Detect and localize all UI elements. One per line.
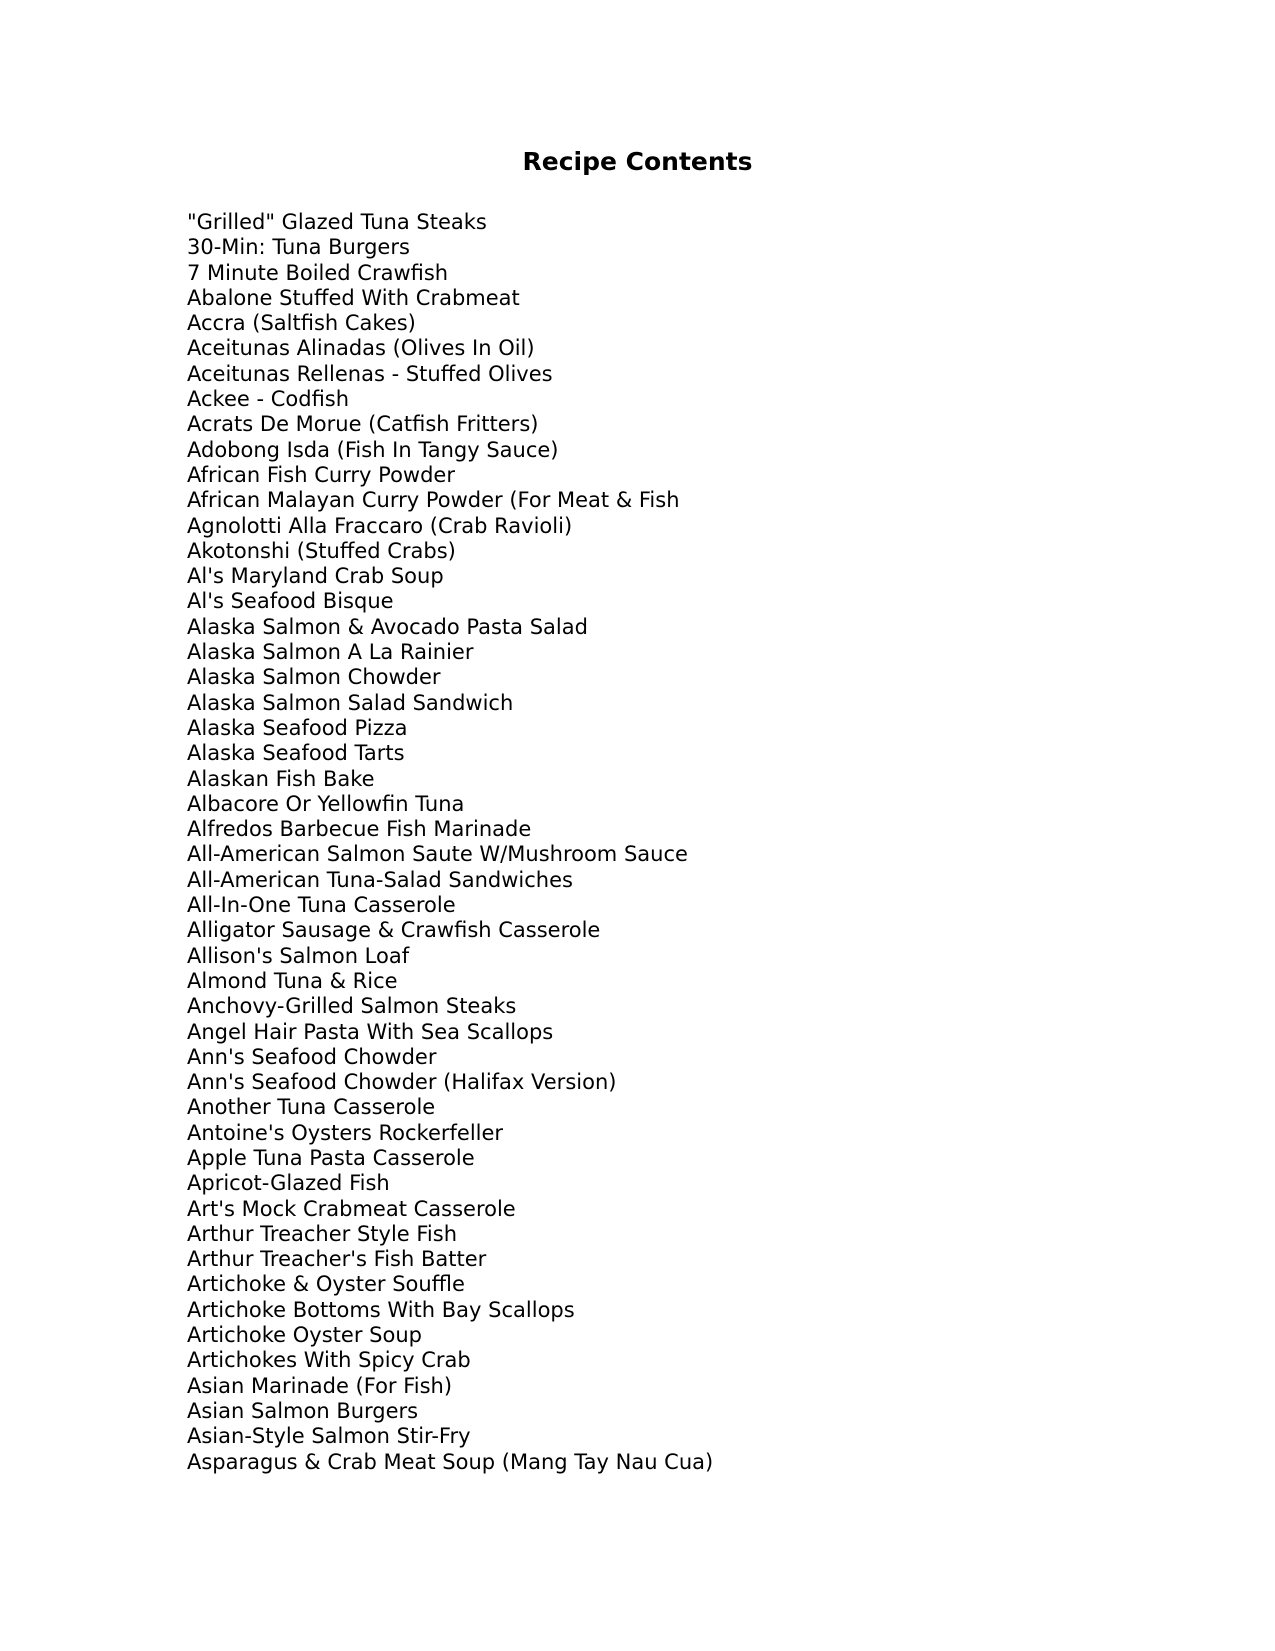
recipe-list-item: Agnolotti Alla Fraccaro (Crab Ravioli) <box>187 513 573 538</box>
recipe-list-item: Asian Salmon Burgers <box>187 1398 419 1423</box>
recipe-list-item: Asian-Style Salmon Stir-Fry <box>187 1424 471 1449</box>
recipe-list-item: Apricot-Glazed Fish <box>187 1171 390 1196</box>
recipe-list-item: Alfredos Barbecue Fish Marinade <box>187 817 532 842</box>
recipe-list-item: All-In-One Tuna Casserole <box>187 893 456 918</box>
recipe-list-item: Almond Tuna & Rice <box>187 968 398 993</box>
recipe-list-item: Alaska Salmon & Avocado Pasta Salad <box>187 614 588 639</box>
recipe-list-item: Aceitunas Alinadas (Olives In Oil) <box>187 336 535 361</box>
recipe-list-item: Akotonshi (Stuffed Crabs) <box>187 538 456 563</box>
recipe-list-item: Anchovy-Grilled Salmon Steaks <box>187 994 517 1019</box>
recipe-list-item: Aceitunas Rellenas - Stuffed Olives <box>187 361 553 386</box>
recipe-list-item: Accra (Saltfish Cakes) <box>187 311 416 336</box>
recipe-list-item: Alligator Sausage & Crawfish Casserole <box>187 918 601 943</box>
recipe-list-item: Artichoke Bottoms With Bay Scallops <box>187 1297 575 1322</box>
recipe-list-item: "Grilled" Glazed Tuna Steaks <box>187 210 487 234</box>
recipe-list-item: Artichoke & Oyster Souffle <box>187 1272 465 1297</box>
recipe-list-item: Asian Marinade (For Fish) <box>187 1373 453 1398</box>
recipe-list-item: Angel Hair Pasta With Sea Scallops <box>187 1019 554 1044</box>
recipe-list-item: Albacore Or Yellowfin Tuna <box>187 791 465 816</box>
recipe-list-item: Abalone Stuffed With Crabmeat <box>187 285 520 310</box>
recipe-list-item: Acrats De Morue (Catfish Fritters) <box>187 412 539 437</box>
recipe-list-item: Asparagus & Crab Meat Soup (Mang Tay Nau Cua) <box>187 1449 714 1474</box>
recipe-list-item: Adobong Isda (Fish In Tangy Sauce) <box>187 437 559 462</box>
recipe-list-item: Art's Mock Crabmeat Casserole <box>187 1196 516 1221</box>
recipe-list-item: Al's Seafood Bisque <box>187 589 394 614</box>
recipe-list-item: All-American Salmon Saute W/Mushroom Sauce <box>187 842 688 867</box>
recipe-list-item: Alaska Salmon Chowder <box>187 665 441 690</box>
recipe-list-item: Another Tuna Casserole <box>187 1095 436 1120</box>
recipe-list-item: Alaska Seafood Tarts <box>187 741 405 766</box>
recipe-list-item: Alaska Salmon A La Rainier <box>187 640 474 665</box>
recipe-list-item: 30-Min: Tuna Burgers <box>187 235 410 260</box>
recipe-list-item: Arthur Treacher Style Fish <box>187 1221 458 1246</box>
recipe-list-item: Apple Tuna Pasta Casserole <box>187 1145 475 1170</box>
recipe-list-item: Artichoke Oyster Soup <box>187 1323 422 1348</box>
recipe-list-item: African Malayan Curry Powder (For Meat & Fish <box>187 488 680 513</box>
page-title: Recipe Contents <box>522 147 753 176</box>
recipe-list-item: Ann's Seafood Chowder (Halifax Version) <box>187 1070 617 1095</box>
recipe-list-item: Ann's Seafood Chowder <box>187 1044 437 1069</box>
recipe-list-item: Al's Maryland Crab Soup <box>187 564 444 589</box>
recipe-list-item: African Fish Curry Powder <box>187 462 455 487</box>
recipe-list <box>187 210 713 1475</box>
recipe-list-item: Alaska Seafood Pizza <box>187 715 408 740</box>
recipe-list-item: All-American Tuna-Salad Sandwiches <box>187 867 573 892</box>
recipe-list-item: Antoine's Oysters Rockerfeller <box>187 1120 504 1145</box>
recipe-list-item: 7 Minute Boiled Crawfish <box>187 260 449 285</box>
recipe-list-item: Artichokes With Spicy Crab <box>187 1348 471 1373</box>
recipe-list-item: Alaska Salmon Salad Sandwich <box>187 690 514 715</box>
recipe-list-item: Alaskan Fish Bake <box>187 766 375 791</box>
recipe-list-item: Arthur Treacher's Fish Batter <box>187 1247 487 1272</box>
recipe-list-item: Allison's Salmon Loaf <box>187 943 410 968</box>
recipe-list-item: Ackee - Codfish <box>187 387 350 412</box>
